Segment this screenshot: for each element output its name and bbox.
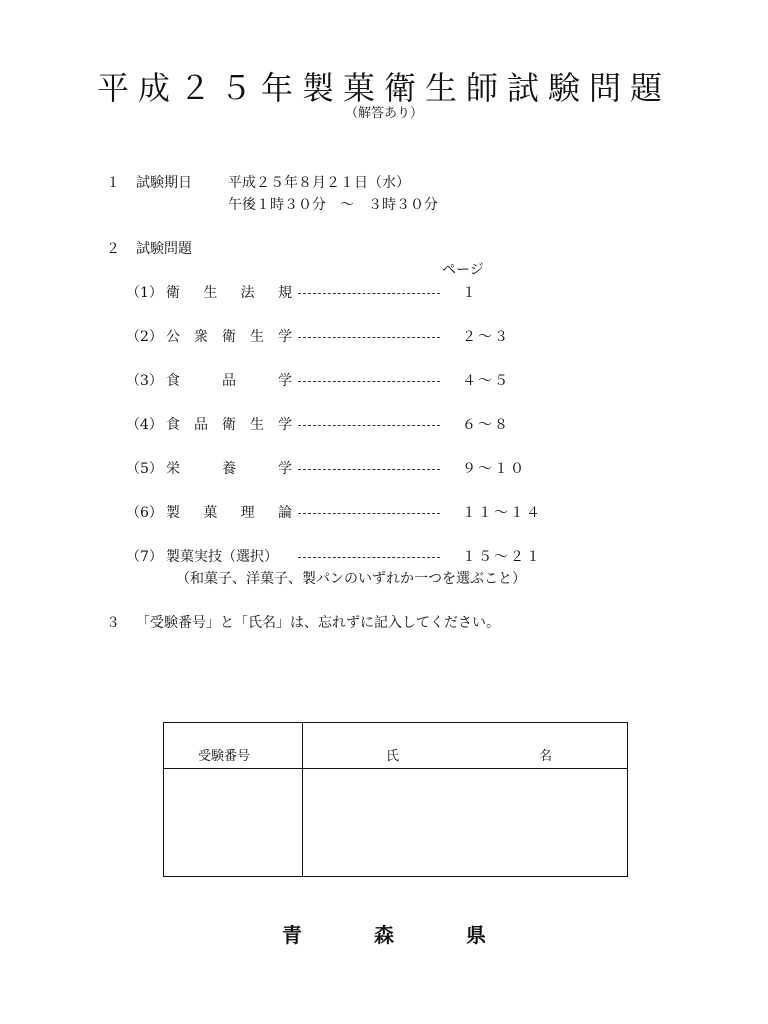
practical-selection-note: （和菓子、洋菓子、製パンのいずれか一つを選ぶこと）: [176, 571, 526, 587]
page-column-header: ページ: [442, 262, 484, 278]
prefecture-name: [0, 922, 768, 948]
prefecture-char: 青: [282, 923, 302, 947]
name-header-first: 氏: [386, 749, 400, 764]
section-2-number: ２: [106, 241, 120, 257]
exam-entry-table: [163, 722, 628, 877]
item-pages: １１～１４: [462, 505, 542, 521]
item-subject: 製菓理論: [166, 505, 292, 521]
section-3-instruction: 「受験番号」と「氏名」は、忘れずに記入してください。: [136, 615, 500, 631]
name-header-second: 名: [539, 749, 553, 764]
section-1-number: １: [106, 175, 120, 191]
leader-dots: [298, 557, 440, 558]
item-pages: ４～５: [462, 373, 510, 389]
document-title: 平成２５年製菓衛生師試験問題: [96, 69, 671, 107]
document-subtitle: （解答あり）: [344, 106, 423, 121]
item-number: （6）: [126, 505, 163, 521]
item-pages: ２～３: [462, 329, 510, 345]
exam-number-header: 受験番号: [198, 749, 251, 764]
item-subject: 食品学: [166, 373, 292, 389]
section-2-label: 試験問題: [136, 241, 192, 257]
item-number: （4）: [126, 417, 163, 433]
leader-dots: [298, 381, 440, 382]
section-1-label: 試験期日: [136, 175, 192, 191]
list-item: [126, 372, 292, 390]
item-number: （3）: [126, 373, 163, 389]
table-divider-vertical: [302, 723, 303, 876]
list-item: [126, 284, 292, 302]
item-subject: 製菓実技（選択）: [166, 549, 278, 565]
prefecture-char: 森: [374, 923, 394, 947]
leader-dots: [298, 469, 440, 470]
prefecture-char: 県: [466, 923, 486, 947]
item-number: （2）: [126, 329, 163, 345]
item-number: （1）: [126, 285, 163, 301]
item-pages: １: [462, 285, 478, 301]
item-pages: ９～１０: [462, 461, 526, 477]
item-pages: ６～８: [462, 417, 510, 433]
leader-dots: [298, 425, 440, 426]
list-item: [126, 416, 292, 434]
list-item: [126, 504, 292, 522]
leader-dots: [298, 337, 440, 338]
list-item: [126, 548, 292, 566]
item-subject: 公衆衛生学: [166, 329, 292, 345]
section-3-number: ３: [106, 615, 120, 631]
table-divider-horizontal: [164, 768, 627, 769]
item-subject: 衛生法規: [166, 285, 292, 301]
leader-dots: [298, 293, 440, 294]
item-number: （7）: [126, 549, 163, 565]
exam-date: 平成２５年８月２１日（水）: [228, 175, 410, 191]
item-pages: １５～２１: [462, 549, 542, 565]
list-item: [126, 328, 292, 346]
leader-dots: [298, 513, 440, 514]
item-subject: 栄養学: [166, 461, 292, 477]
list-item: [126, 460, 292, 478]
item-subject: 食品衛生学: [166, 417, 292, 433]
exam-time: 午後１時３０分 ～ ３時３０分: [228, 197, 438, 213]
item-number: （5）: [126, 461, 163, 477]
